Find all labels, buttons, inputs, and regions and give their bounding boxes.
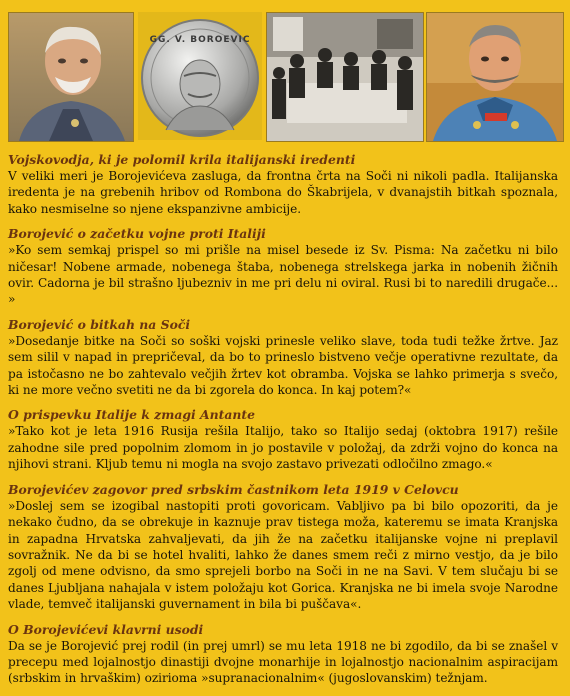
portrait-uniform-image	[426, 12, 564, 142]
section-prispevek-italije	[8, 407, 558, 472]
image-strip	[8, 12, 562, 140]
section-text: »Tako kot je leta 1916 Rusija rešila Italijo, tako so Italijo sedaj (oktobra 1917) rešile zahodne sile pred popolnim zlomom in jo postavile v položaj, da zdrži vojno do konca na njihovi strani. Kljub temu ni mogla na svojo zastavo privezati odločilno zmago.«	[8, 424, 558, 472]
section-text: »Dosedanje bitke na Soči so soški vojski prinesle veliko slave, toda tudi težke žrtve. Jaz sem silil v napad in prepričeval, da bo to prineslo bistveno večje operativne rezultate, da pa istočasno ne bo zahtevalo večjih žrtev kot obramba. Vojska se lahko primerja s svečo, ki ne more večno svetiti ne da bi zgorela do konca. In kaj potem?«	[8, 333, 558, 398]
section-vojskovodja	[8, 152, 558, 217]
section-heading: Borojević o bitkah na Soči	[8, 316, 191, 332]
section-klavrna-usoda	[8, 622, 558, 687]
section-text: »Ko sem semkaj prispel so mi prišle na misel besede iz Sv. Pisma: Na začetku ni bilo ničesar! Nobene armade, nobenega štaba, nobenega strelskega jarka in nobenih žičnih ovir. Cadorna je bil strašno ljubezniv in me pri delu ni oviral. Rusi bi to naredili drugače... »	[8, 243, 558, 307]
officers-photo-image	[266, 12, 424, 142]
section-heading: O Borojevićevi klavrni usodi	[8, 621, 204, 637]
section-bitke-na-soci	[8, 317, 558, 399]
section-heading: O prispevku Italije k zmagi Antante	[8, 407, 256, 423]
section-text: Da se je Borojević prej rodil (in prej umrl) se mu leta 1918 ne bi zgodilo, da bi se znašel v precepu med lojalnostjo dinastiji dvojne monarhije in lojalnostjo nacionalnim aspiracijam (srbskim in hrvaškim) ozirioma »supranacionalnim« (jugoslovanskim) težnjam.	[8, 638, 558, 686]
svg-text:GG. V. BOROEVIC: GG. V. BOROEVIC	[149, 35, 251, 45]
section-heading: Vojskovodja, ki je polomil krila italijanski iredenti	[8, 152, 356, 167]
section-heading: Borojević o začetku vojne proti Italiji	[8, 226, 266, 242]
section-zagovor-celovec	[8, 482, 558, 613]
section-heading: Borojevićev zagovor pred srbskim častnikom leta 1919 v Celovcu	[8, 481, 459, 497]
section-text: V veliki meri je Borojevićeva zasluga, da frontna črta na Soči ni nikoli padla. Italijanska iredenta je na grebenih hribov od Rombona do Škabrijela, v dvanajstih bitkah spoznala, kako nesmiselne so njene ekspanzivne ambicije.	[8, 169, 558, 216]
section-zacetek-vojne	[8, 226, 558, 308]
article-body	[8, 152, 558, 696]
medal-image	[138, 12, 262, 140]
portrait-elderly-image	[8, 12, 134, 142]
section-text: »Doslej sem se izogibal nastopiti proti govoricam. Vabljivo pa bi bilo opozoriti, da je nekako čudno, da se obrekuje in kaznuje prav tistega moža, kateremu se imata Kranjska in zapadna Hrvatska zahvaljevati, da jih že na začetku italijanske vojne ni preplavil sovražnik. Ne da bi se hotel hvaliti, lahko že danes smem reči z mirno vestjo, da je bilo zgolj od mene odvisno, da smo sprejeli borbo na Soči in ne na Savi. V tem slučaju bi se danes Ljubljana nahajala v istem položaju kot Gorica. Kranjska ne bi imela svoje Narodne vlade, temveč italijanski guvernament in bila bi puščava«.	[8, 498, 558, 612]
